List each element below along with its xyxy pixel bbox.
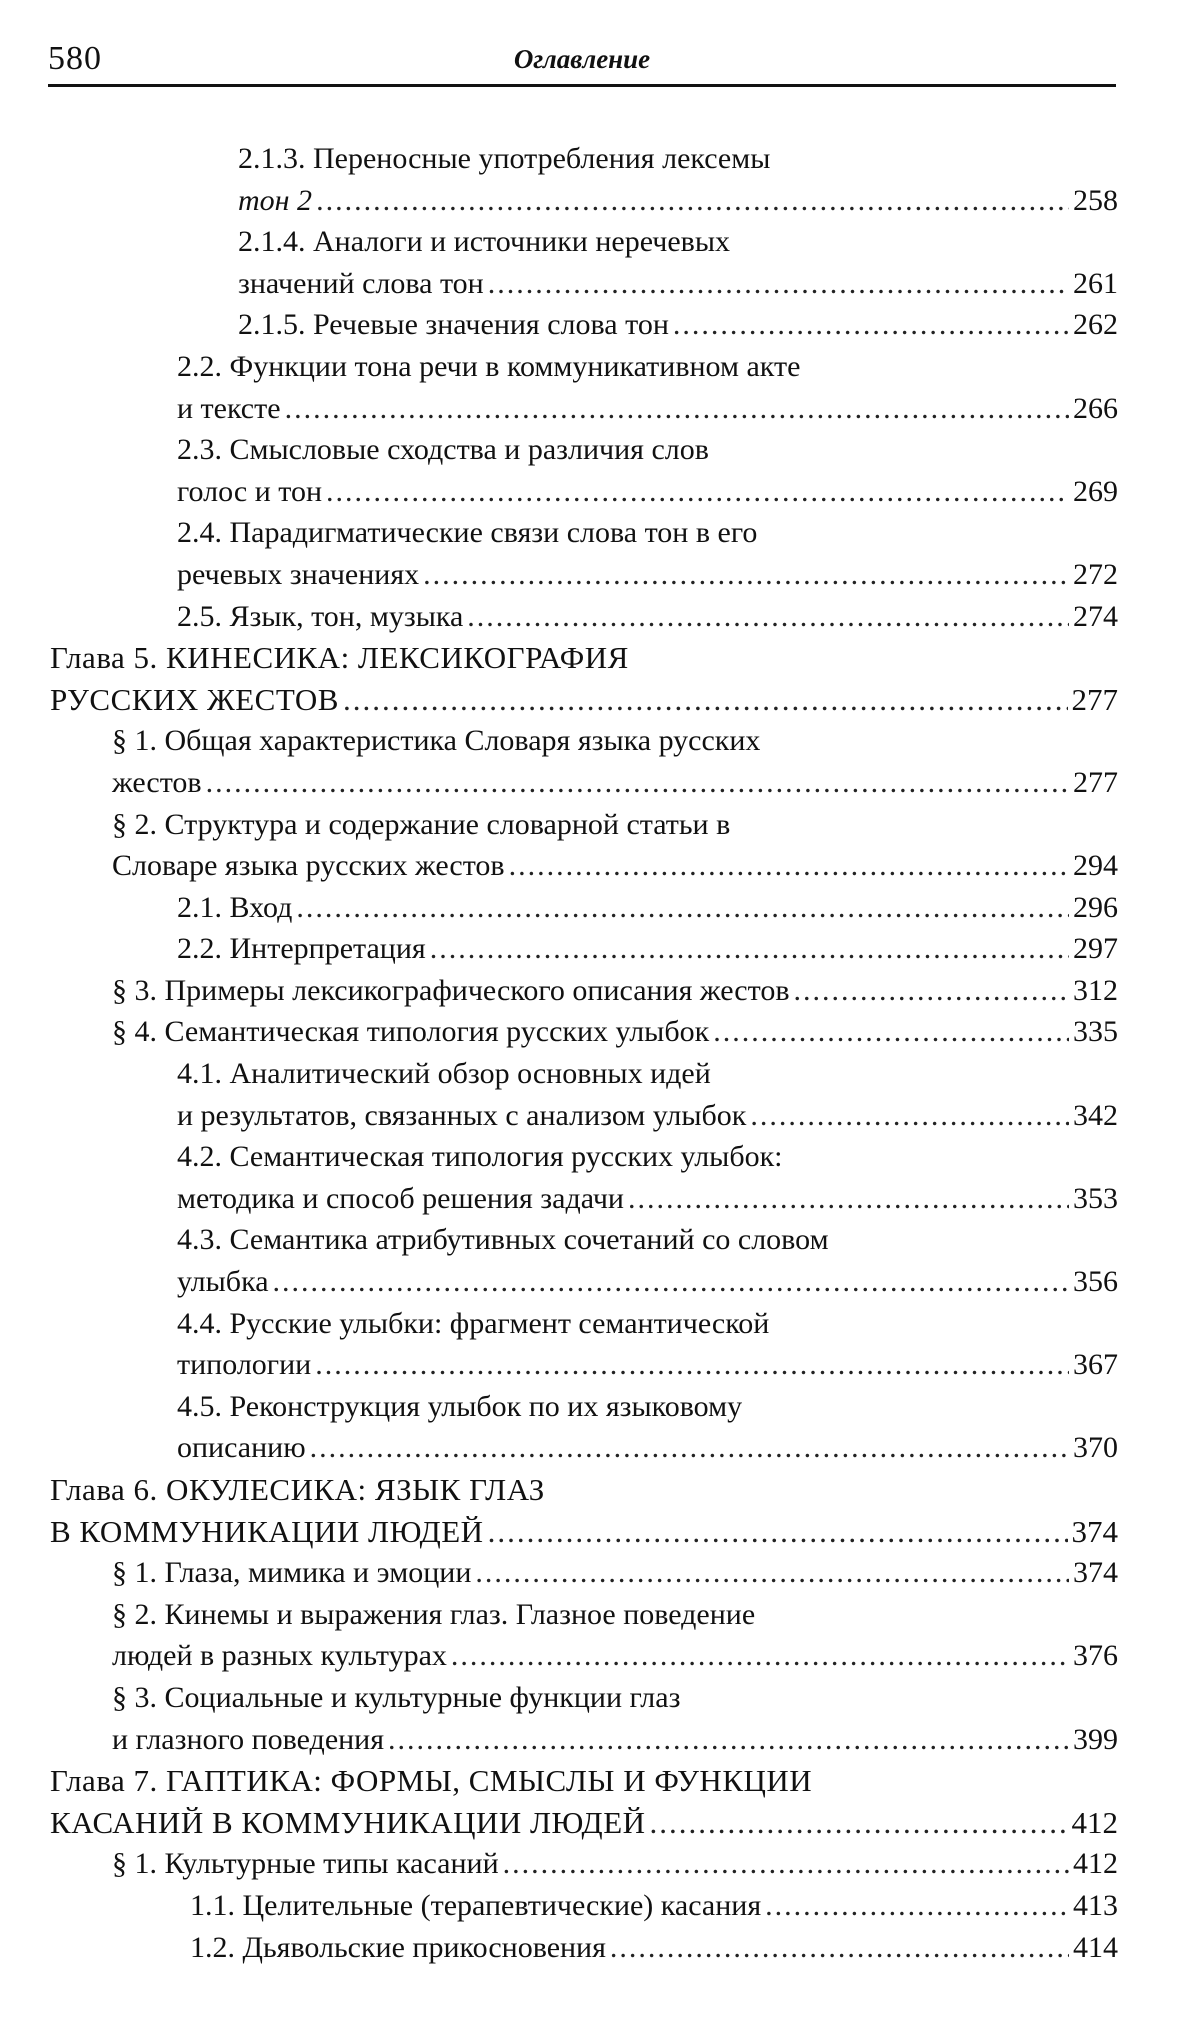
toc-page-number: 272: [1073, 557, 1118, 591]
toc-entry-row: [177, 596, 1118, 638]
toc-entry-title-line: 2.1. Вход: [177, 890, 293, 924]
dot-leader: [206, 762, 1069, 804]
toc-entry: [0, 1594, 1118, 1677]
toc-entry-title-line: Глава 6. ОКУЛЕСИКА: ЯЗЫК ГЛАЗ: [50, 1472, 545, 1507]
toc-entry-title-line: методика и способ решения задачи: [177, 1181, 624, 1215]
dot-leader: [628, 1178, 1069, 1220]
toc-entry-title-line: Глава 7. ГАПТИКА: ФОРМЫ, СМЫСЛЫ И ФУНКЦИИ: [50, 1763, 813, 1799]
dot-leader: [423, 554, 1069, 596]
toc-page-number: 412: [1071, 1804, 1118, 1840]
toc-page-number: 297: [1073, 932, 1118, 966]
dot-leader: [285, 388, 1069, 430]
toc-entry-row: [177, 887, 1118, 929]
toc-entry-title-line: 4.5. Реконструкция улыбок по их языковому: [177, 1389, 743, 1423]
toc-entry-title-line: § 2. Кинемы и выражения глаз. Глазное поведение: [112, 1597, 756, 1631]
toc-page-number: 376: [1073, 1639, 1118, 1673]
toc-entry: [0, 1386, 1118, 1469]
toc-entry-row: [177, 1261, 1118, 1303]
toc-entry: [0, 1136, 1118, 1219]
header-rule: [48, 84, 1116, 87]
toc-entry: [0, 596, 1118, 638]
toc-entry-title-line: 2.2. Интерпретация: [177, 932, 426, 966]
toc-entry-row: [177, 928, 1118, 970]
dot-leader: [296, 887, 1069, 929]
toc-entry-title-line: § 3. Социальные и культурные функции глаз: [112, 1680, 681, 1714]
running-title: Оглавление: [513, 44, 651, 74]
dot-leader: [467, 596, 1069, 638]
toc-entry: [0, 1053, 1118, 1136]
toc-entry-title-line: речевых значениях: [177, 557, 420, 591]
toc-page-number: 277: [1071, 681, 1118, 717]
toc-page-number: 356: [1073, 1265, 1118, 1299]
dot-leader: [713, 1011, 1069, 1053]
toc-entry-row: [112, 970, 1118, 1012]
toc-entry-row: [238, 304, 1118, 346]
toc-entry-title-line: РУССКИХ ЖЕСТОВ: [50, 681, 339, 717]
toc-entry: [0, 1885, 1118, 1927]
dot-leader: [388, 1719, 1069, 1761]
toc-entry-title-line: § 4. Семантическая типология русских улыбок: [112, 1015, 710, 1049]
toc-entry-title-line: 4.3. Семантика атрибутивных сочетаний со словом: [177, 1223, 829, 1257]
running-head: [48, 34, 1116, 84]
toc-chapter-entry: [0, 637, 1118, 720]
toc-entry: [0, 1843, 1118, 1885]
toc-chapter-entry: [0, 1760, 1118, 1843]
toc-page-number: 261: [1073, 266, 1118, 300]
toc-entry-title-line: 2.1.4. Аналоги и источники неречевых: [238, 225, 730, 259]
dot-leader: [794, 970, 1069, 1012]
toc-entry-row: [190, 1927, 1118, 1969]
toc-entry: [0, 1927, 1118, 1969]
dot-leader: [310, 1427, 1069, 1469]
toc-entry-row: [177, 471, 1118, 513]
toc-entry: [0, 887, 1118, 929]
toc-entry-title-line: 2.5. Язык, тон, музыка: [177, 599, 464, 633]
toc-entry-title-line: § 3. Примеры лексикографического описания жестов: [112, 973, 790, 1007]
toc-page-number: 258: [1073, 183, 1118, 217]
dot-leader: [343, 679, 1068, 721]
dot-leader: [650, 1802, 1068, 1844]
dot-leader: [503, 1843, 1069, 1885]
toc-entry: [0, 138, 1118, 221]
dot-leader: [430, 928, 1069, 970]
dot-leader: [765, 1885, 1069, 1927]
toc-entry-title-line: § 1. Общая характеристика Словаря языка русских: [112, 724, 761, 758]
dot-leader: [315, 1344, 1069, 1386]
toc-entry-title-line: людей в разных культурах: [112, 1639, 447, 1673]
toc-entry-row: [50, 1511, 1118, 1553]
toc-entry-title-line: В КОММУНИКАЦИИ ЛЮДЕЙ: [50, 1513, 484, 1549]
toc-entry-title-line: голос и тон: [177, 474, 323, 508]
dot-leader: [316, 180, 1069, 222]
toc-page-number: 374: [1073, 1556, 1118, 1590]
toc-entry: [0, 970, 1118, 1012]
toc-page-number: 353: [1073, 1181, 1118, 1215]
toc-entry-row: [177, 1344, 1118, 1386]
dot-leader: [475, 1552, 1069, 1594]
dot-leader: [451, 1635, 1069, 1677]
toc-entry-row: [177, 1095, 1118, 1137]
toc-page-number: 269: [1073, 474, 1118, 508]
toc-entry: [0, 1011, 1118, 1053]
toc-entry-title-line: 2.2. Функции тона речи в коммуникативном акте: [177, 349, 801, 383]
toc-entry: [0, 1303, 1118, 1386]
toc-entry-row: [50, 679, 1118, 721]
dot-leader: [326, 471, 1069, 513]
toc-entry: [0, 1552, 1118, 1594]
toc-entry-row: [50, 1802, 1118, 1844]
toc-entry-title-line: 4.1. Аналитический обзор основных идей: [177, 1057, 711, 1091]
toc-page-number: 374: [1071, 1513, 1118, 1549]
toc-entry-title-line: 2.1.5. Речевые значения слова тон: [238, 308, 669, 342]
toc-entry: [0, 1677, 1118, 1760]
dot-leader: [488, 263, 1069, 305]
toc-entry-title-line: описанию: [177, 1431, 306, 1465]
toc-page-number: 277: [1073, 765, 1118, 799]
toc-page-number: 274: [1073, 599, 1118, 633]
toc-entry-row: [190, 1885, 1118, 1927]
toc-entry-title-line: 4.2. Семантическая типология русских улыбок:: [177, 1140, 783, 1174]
toc-page-number: 370: [1073, 1431, 1118, 1465]
toc-entry-title-line: и глазного поведения: [112, 1722, 385, 1756]
toc-entry-row: [112, 1552, 1118, 1594]
toc-page-number: 399: [1073, 1722, 1118, 1756]
toc-entry: [0, 928, 1118, 970]
toc-entry-row: [177, 388, 1118, 430]
table-of-contents: [0, 138, 1200, 1968]
dot-leader: [509, 845, 1069, 887]
toc-page-number: 294: [1073, 849, 1118, 883]
dot-leader: [610, 1927, 1069, 1969]
toc-entry-title-line: тон 2: [238, 183, 313, 217]
toc-entry-title-line: 2.1.3. Переносные употребления лексемы: [238, 142, 771, 175]
toc-page-number: 312: [1073, 973, 1118, 1007]
toc-page-number: 414: [1073, 1930, 1118, 1964]
toc-entry-title-line: 4.4. Русские улыбки: фрагмент семантической: [177, 1306, 770, 1340]
toc-entry: [0, 720, 1118, 803]
toc-entry-row: [112, 1011, 1118, 1053]
toc-entry-title-line: жестов: [112, 765, 202, 799]
toc-page-number: 412: [1073, 1847, 1118, 1881]
toc-entry-title-line: КАСАНИЙ В КОММУНИКАЦИИ ЛЮДЕЙ: [50, 1804, 646, 1840]
toc-entry: [0, 346, 1118, 429]
toc-chapter-entry: [0, 1469, 1118, 1552]
toc-entry-title-line: и результатов, связанных с анализом улыбок: [177, 1098, 747, 1132]
toc-page-number: 262: [1073, 308, 1118, 342]
toc-entry: [0, 804, 1118, 887]
dot-leader: [488, 1511, 1068, 1553]
toc-entry-title-line: и тексте: [177, 391, 281, 425]
toc-entry-title-line: Глава 5. КИНЕСИКА: ЛЕКСИКОГРАФИЯ: [50, 640, 629, 676]
dot-leader: [273, 1261, 1069, 1303]
toc-entry-row: [177, 554, 1118, 596]
toc-entry-row: [112, 845, 1118, 887]
toc-entry-row: [112, 1843, 1118, 1885]
toc-entry: [0, 512, 1118, 595]
toc-entry-title-line: § 2. Структура и содержание словарной статьи в: [112, 807, 731, 841]
toc-entry-title-line: 2.4. Парадигматические связи слова тон в его: [177, 516, 758, 550]
toc-entry-row: [177, 1427, 1118, 1469]
toc-entry-title-line: значений слова тон: [238, 266, 484, 300]
toc-entry: [0, 429, 1118, 512]
toc-entry-title-line: типологии: [177, 1348, 312, 1382]
toc-page-number: 367: [1073, 1348, 1118, 1382]
dot-leader: [750, 1095, 1069, 1137]
toc-entry: [0, 221, 1118, 304]
toc-page-number: 296: [1073, 890, 1118, 924]
toc-entry-title-line: улыбка: [177, 1265, 269, 1299]
toc-entry-row: [177, 1178, 1118, 1220]
toc-page-number: 413: [1073, 1888, 1118, 1922]
toc-entry-row: [238, 263, 1118, 305]
toc-entry-title-line: Словаре языка русских жестов: [112, 849, 505, 883]
toc-entry-row: [112, 1635, 1118, 1677]
toc-entry-title-line: § 1. Культурные типы касаний: [112, 1847, 499, 1881]
toc-page-number: 335: [1073, 1015, 1118, 1049]
page-number: 580: [48, 40, 102, 77]
toc-entry: [0, 1219, 1118, 1302]
toc-entry-title-line: § 1. Глаза, мимика и эмоции: [112, 1556, 472, 1590]
toc-entry: [0, 304, 1118, 346]
toc-page-number: 266: [1073, 391, 1118, 425]
toc-entry-title-line: 2.3. Смысловые сходства и различия слов: [177, 433, 709, 467]
toc-entry-row: [112, 762, 1118, 804]
toc-entry-title-line: 1.2. Дьявольские прикосновения: [190, 1930, 606, 1964]
toc-entry-row: [112, 1719, 1118, 1761]
toc-entry-title-line: 1.1. Целительные (терапевтические) касания: [190, 1888, 762, 1922]
dot-leader: [673, 304, 1069, 346]
toc-entry-row: [238, 180, 1118, 222]
toc-page-number: 342: [1073, 1098, 1118, 1132]
